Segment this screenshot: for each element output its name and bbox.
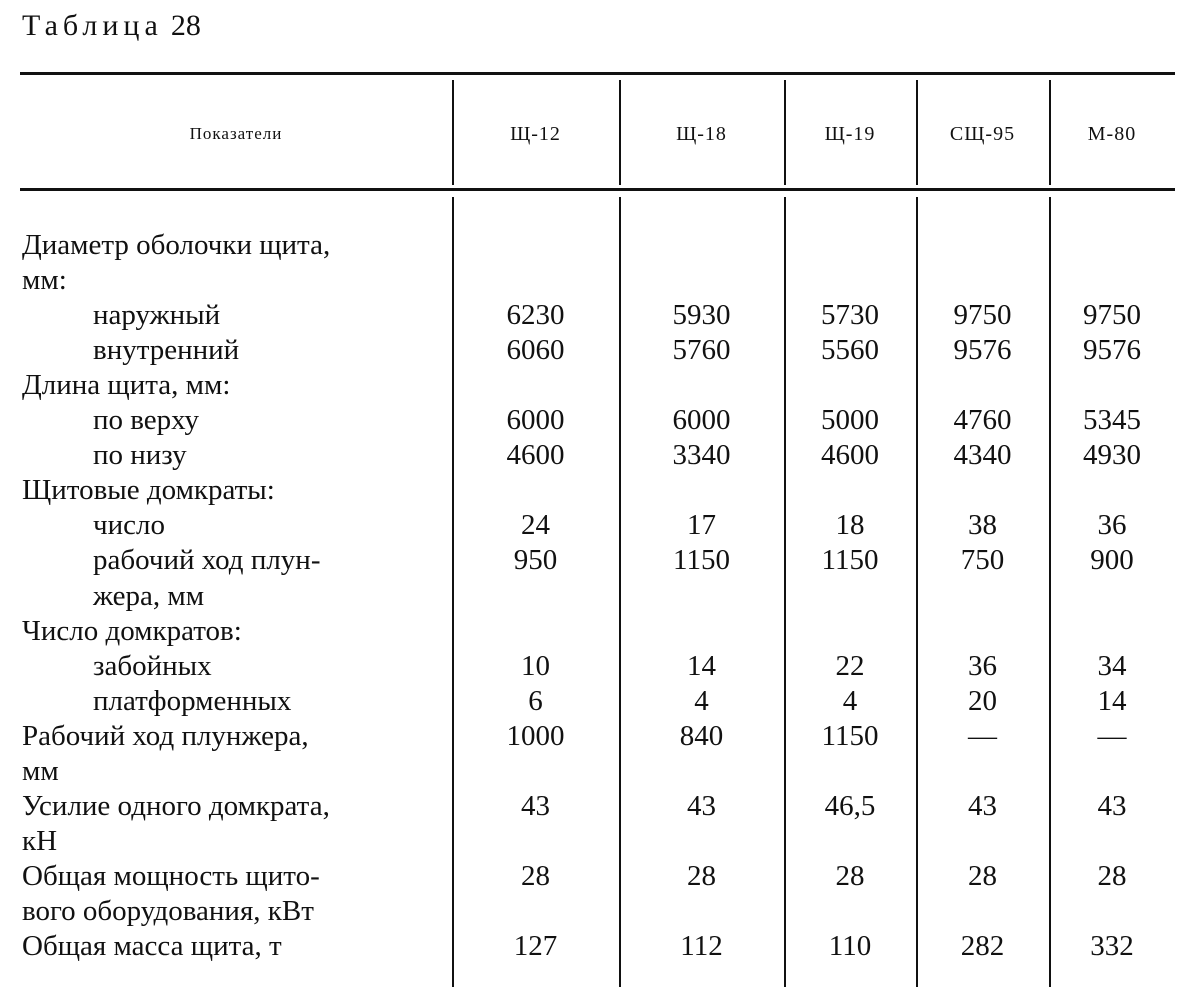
table-cell: 4600 (821, 439, 879, 471)
table-cell: 1000 (506, 720, 565, 752)
table-title-word: Таблица (22, 9, 163, 42)
table-cell: 5930 (672, 299, 731, 331)
table-row (0, 368, 1182, 403)
table-row (0, 333, 1182, 368)
table-cell: 5345 (1083, 404, 1141, 436)
table-cell: 5000 (821, 404, 879, 436)
table-row (0, 508, 1182, 543)
table-title-number: 28 (170, 9, 201, 42)
table-row (0, 473, 1182, 508)
table-row (0, 263, 1182, 298)
table-cell: 9576 (953, 334, 1012, 366)
table-row (0, 228, 1182, 263)
table-cell: 43 (968, 790, 997, 822)
table-cell: — (968, 720, 997, 752)
table-cell: 36 (968, 650, 997, 682)
table-cell: 4340 (953, 439, 1012, 471)
table-cell: 9576 (1083, 334, 1141, 366)
table-row (0, 929, 1182, 964)
table-cell: 1150 (821, 544, 879, 576)
column-header-model: Щ-19 (824, 123, 876, 145)
table-cell: 38 (968, 509, 997, 541)
row-label: число (93, 509, 165, 541)
column-header-model: СЩ-95 (949, 123, 1016, 145)
table-cell: 28 (968, 860, 997, 892)
table-cell: 332 (1090, 930, 1134, 962)
table-cell: 282 (960, 930, 1005, 962)
table-row (0, 894, 1182, 929)
table-row (0, 438, 1182, 473)
table-cell: 750 (960, 544, 1005, 576)
table-cell: 900 (1090, 544, 1134, 576)
header-bottom-rule (20, 188, 1175, 191)
table-cell: 28 (1097, 860, 1127, 892)
row-label: Рабочий ход плунжера, (22, 720, 309, 752)
table-row (0, 579, 1182, 614)
table-cell: 17 (687, 509, 716, 541)
column-header-indicators: Показатели (189, 124, 283, 143)
table-cell: 6000 (672, 404, 731, 436)
table-cell: 127 (513, 930, 558, 962)
table-cell: 9750 (953, 299, 1012, 331)
table-cell: 46,5 (824, 790, 876, 822)
table-cell: 14 (687, 650, 716, 682)
table-cell: 112 (680, 930, 723, 962)
table-row (0, 684, 1182, 719)
row-label: Число домкратов: (22, 615, 242, 647)
row-label: забойных (93, 650, 212, 682)
row-label: Общая масса щита, т (22, 930, 282, 962)
column-header-model: М-80 (1087, 123, 1137, 145)
table-cell: 36 (1097, 509, 1127, 541)
row-label: рабочий ход плун- (93, 544, 321, 576)
table-cell: 43 (1097, 790, 1127, 822)
row-label: мм (22, 755, 59, 787)
row-label: по верху (93, 404, 200, 436)
table-cell: 43 (521, 790, 550, 822)
table-cell: 43 (687, 790, 716, 822)
column-header-model: Щ-12 (510, 123, 561, 145)
table-cell: 6230 (506, 299, 565, 331)
table-row (0, 403, 1182, 438)
table-cell: 110 (828, 930, 872, 962)
table-cell: 22 (835, 650, 865, 682)
table-row (0, 719, 1182, 754)
row-label: платформенных (93, 685, 292, 717)
row-label: Общая мощность щито- (22, 860, 320, 892)
table-cell: 6060 (506, 334, 565, 366)
table-cell: 950 (513, 544, 558, 576)
table-cell: 14 (1097, 685, 1127, 717)
table-cell: 28 (687, 860, 716, 892)
row-label: Длина щита, мм: (22, 369, 231, 401)
table-cell: 4760 (953, 404, 1012, 436)
row-label: Усилие одного домкрата, (22, 790, 330, 822)
table-cell: 28 (521, 860, 550, 892)
table-cell: 10 (521, 650, 550, 682)
table-cell: 6 (528, 685, 543, 717)
table-cell: 4930 (1083, 439, 1141, 471)
table-row (0, 789, 1182, 824)
table-row (0, 543, 1182, 578)
row-label: вого оборудования, кВт (22, 895, 314, 927)
row-label: мм: (22, 264, 67, 296)
table-cell: 4600 (506, 439, 565, 471)
row-label: наружный (93, 299, 221, 331)
table-cell: 1150 (673, 544, 730, 576)
table-cell: — (1097, 720, 1127, 752)
table-cell: 9750 (1083, 299, 1141, 331)
row-label: Щитовые домкраты: (22, 474, 275, 506)
table-cell: 1150 (821, 720, 879, 752)
table-row (0, 614, 1182, 649)
table-cell: 6000 (506, 404, 565, 436)
table-cell: 5760 (672, 334, 731, 366)
table-row (0, 859, 1182, 894)
table-row (0, 649, 1182, 684)
row-label: жера, мм (93, 580, 205, 612)
table-cell: 18 (835, 509, 865, 541)
row-label: внутренний (93, 334, 240, 366)
table-cell: 34 (1097, 650, 1127, 682)
table-cell: 28 (835, 860, 865, 892)
table-cell: 4 (694, 685, 709, 717)
row-label: Диаметр оболочки щита, (22, 229, 331, 261)
table-cell: 840 (679, 720, 724, 752)
table-cell: 3340 (672, 439, 731, 471)
table-row (0, 824, 1182, 859)
table-cell: 5730 (821, 299, 879, 331)
table-row (0, 754, 1182, 789)
row-label: кН (22, 825, 58, 857)
top-rule (20, 72, 1175, 75)
table-row (0, 298, 1182, 333)
table-cell: 20 (968, 685, 997, 717)
table-title (22, 6, 201, 46)
table-cell: 5560 (821, 334, 879, 366)
table-cell: 24 (521, 509, 550, 541)
column-header-model: Щ-18 (676, 123, 727, 145)
table-cell: 4 (842, 685, 858, 717)
row-label: по низу (93, 439, 187, 471)
